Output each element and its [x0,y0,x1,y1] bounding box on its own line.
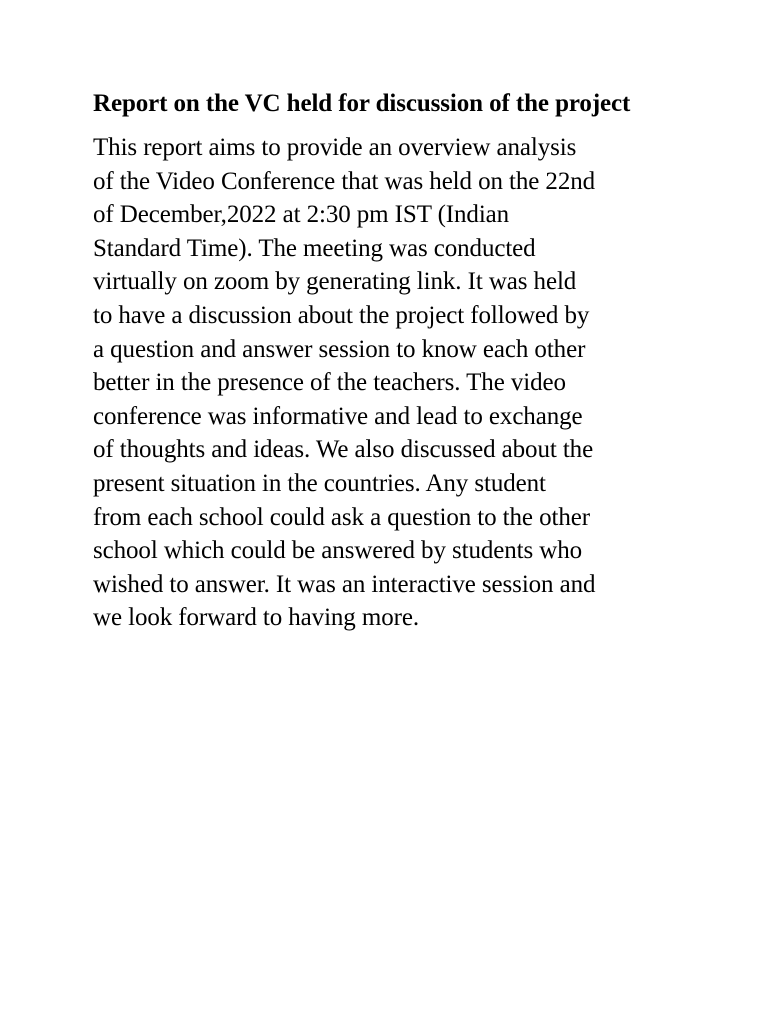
body-line: to have a discussion about the project followed by [93,301,590,329]
document-content [93,87,683,635]
body-line: wished to answer. It was an interactive session and [93,570,596,598]
body-line: of the Video Conference that was held on the 22nd [93,167,596,195]
body-line: present situation in the countries. Any student [93,469,546,497]
body-line: This report aims to provide an overview analysis [93,134,577,161]
body-line: Standard Time). The meeting was conducted [93,234,536,262]
report-title: Report on the VC held for discussion of the project [93,90,631,117]
body-line: of December,2022 at 2:30 pm IST (Indian [93,201,510,229]
body-line: we look forward to having more. [93,604,419,632]
body-line: from each school could ask a question to the other [93,503,590,531]
body-line: conference was informative and lead to exchange [93,402,583,430]
body-line: a question and answer session to know each other [93,335,586,363]
body-line: virtually on zoom by generating link. It was held [93,268,577,296]
report-body [93,131,683,635]
body-line: school which could be answered by students who [93,537,583,565]
body-line: of thoughts and ideas. We also discussed about the [93,436,594,464]
body-line: better in the presence of the teachers. The video [93,369,566,397]
